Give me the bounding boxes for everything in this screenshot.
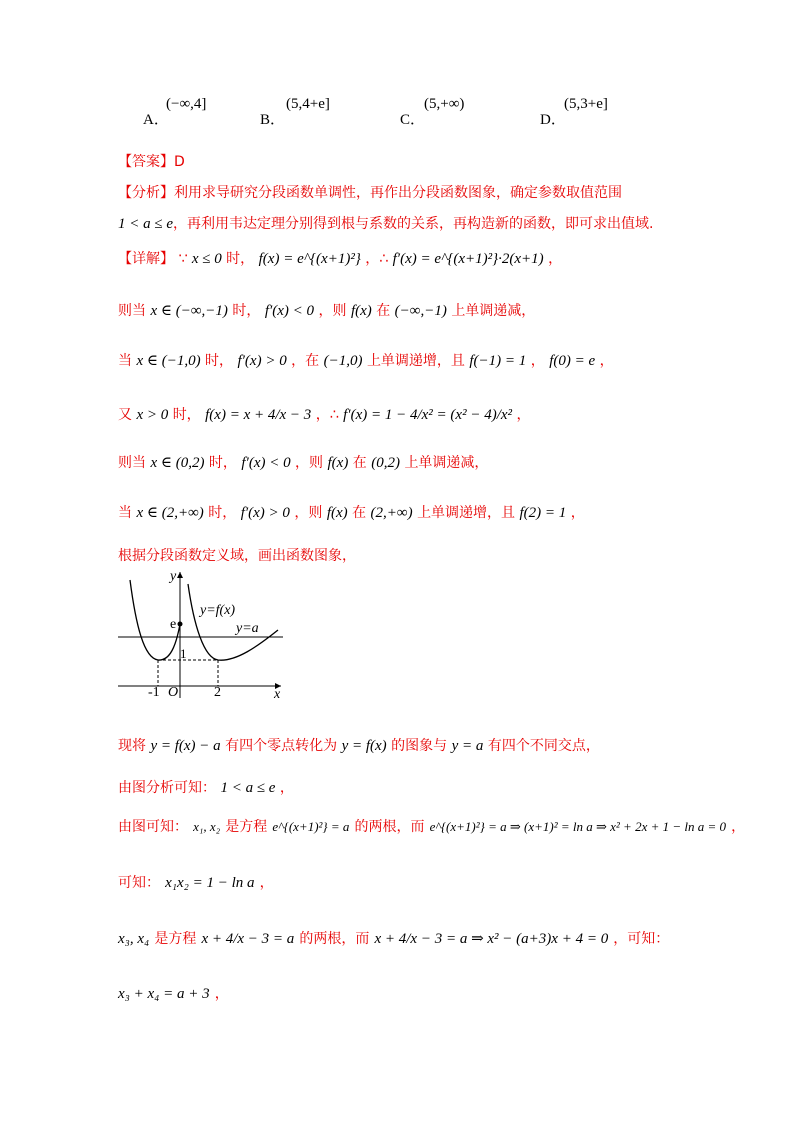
text: ，: [530, 353, 545, 369]
math: f(−1) = 1: [469, 353, 527, 369]
detail-line-6: [118, 502, 585, 522]
math: f′(x) > 0: [240, 505, 290, 521]
text: 则当: [118, 303, 146, 319]
text: 上单调递增，且: [366, 353, 465, 369]
tick-e: e: [170, 617, 177, 632]
text: ，: [599, 353, 614, 369]
math: (0,2): [371, 455, 400, 471]
line-label: y=a: [236, 621, 259, 636]
math: (−1,0): [323, 353, 363, 369]
text: ，: [214, 986, 229, 1002]
text: 的图象与: [391, 738, 448, 754]
text: 则当: [118, 455, 146, 471]
option-a-value: (−∞,4]: [166, 96, 207, 112]
analysis-line-1: [118, 182, 622, 202]
math: x > 0: [136, 407, 169, 423]
text: ，则: [294, 505, 323, 521]
answer-line: [118, 151, 185, 171]
detail-line-12: [118, 928, 669, 948]
y-axis-label: y: [170, 569, 177, 584]
math: f′(x) < 0: [264, 303, 315, 319]
text: 有四个零点转化为: [225, 738, 338, 754]
detail-line-10: [118, 816, 745, 836]
analysis-text-2: ，再利用韦达定理分别得到根与系数的关系，再构造新的函数，即可求出值域.: [173, 216, 654, 232]
detail-line-2: [118, 300, 535, 320]
text: ，∴: [315, 407, 339, 423]
text: ，: [259, 875, 274, 891]
math: f(0) = e: [549, 353, 596, 369]
text: 时，: [208, 505, 237, 521]
option-d: [540, 108, 566, 129]
text: 由图分析可知：: [118, 780, 216, 796]
text: 当: [118, 353, 132, 369]
math: e^{(x+1)²} = a: [272, 819, 350, 834]
text: ，则: [295, 455, 324, 471]
detail-tag: 【详解】: [118, 251, 174, 267]
text: 由图可知：: [118, 819, 188, 835]
math: f(x): [327, 455, 349, 471]
text: ，: [548, 251, 563, 267]
text: 时，: [172, 407, 201, 423]
option-c: [400, 108, 425, 129]
answer-tag: 【答案】: [118, 154, 174, 170]
math: x ≤ 0: [191, 251, 222, 267]
math: f(x) = x + 4/x − 3: [205, 407, 312, 423]
option-b-label: B．: [260, 112, 286, 128]
math: f(2) = 1: [519, 505, 567, 521]
math: (2,+∞): [370, 505, 413, 521]
math: y = a: [451, 738, 484, 754]
text: 可知：: [118, 875, 160, 891]
math: e^{(x+1)²} = a ⇒ (x+1)² = ln a ⇒ x² + 2x + 1 − ln a = 0: [429, 819, 727, 834]
math: y = f(x) − a: [150, 738, 221, 754]
analysis-text-1: 利用求导研究分段函数单调性，再作出分段函数图象，确定参数取值范围: [174, 185, 622, 201]
text: 的两根，而: [354, 819, 425, 835]
tick-1: 1: [180, 646, 187, 661]
text: 上单调递增，且: [417, 505, 516, 521]
option-d-label: D．: [540, 112, 566, 128]
analysis-tag: 【分析】: [118, 185, 174, 201]
option-b-value: (5,4+e]: [286, 96, 330, 112]
text: 有四个不同交点，: [487, 738, 600, 754]
option-a: [143, 108, 169, 129]
text: ，则: [318, 303, 347, 319]
tick-neg1: -1: [148, 685, 160, 700]
option-a-label: A．: [143, 112, 169, 128]
analysis-line-2: [118, 213, 653, 233]
text: 时，: [232, 303, 261, 319]
option-c-label: C．: [400, 112, 426, 128]
text: 时，: [208, 455, 237, 471]
option-c-value: (5,+∞): [424, 96, 465, 112]
text: 是方程: [154, 931, 197, 947]
text: 又: [118, 407, 132, 423]
text: 时，: [226, 251, 255, 267]
detail-line-9: [118, 777, 294, 797]
detail-line-3: [118, 350, 614, 370]
tick-2: 2: [214, 685, 221, 700]
curve-right-branch: [188, 584, 278, 660]
text: 现将: [118, 738, 146, 754]
text: 时，: [205, 353, 234, 369]
text: ，可知：: [613, 931, 670, 947]
option-d-value: (5,3+e]: [564, 96, 608, 112]
math: y = f(x): [341, 738, 387, 754]
math: x ∈ (0,2): [150, 455, 205, 471]
text: ，∴: [365, 251, 389, 267]
detail-line-8: [118, 735, 600, 755]
detail-line-4: [118, 404, 530, 424]
math: f′(x) < 0: [241, 455, 291, 471]
math: f′(x) = e^{(x+1)²}·2(x+1): [392, 251, 544, 267]
math: f′(x) > 0: [237, 353, 287, 369]
text: 是方程: [225, 819, 268, 835]
text: 的两根，而: [299, 931, 370, 947]
text: ，: [570, 505, 585, 521]
option-b: [260, 108, 285, 129]
math: x ∈ (2,+∞): [136, 505, 204, 521]
text: ，: [731, 819, 746, 835]
math: f(x): [350, 303, 372, 319]
detail-line-1: [118, 248, 562, 268]
detail-line-13: [118, 983, 229, 1003]
analysis-math-range: 1 < a ≤ e: [118, 216, 174, 232]
math: x + 4/x − 3 = a: [201, 931, 295, 947]
point-0-e: [178, 622, 183, 627]
math: (−∞,−1): [394, 303, 447, 319]
because-symbol: ∵: [178, 251, 188, 267]
math: x ∈ (−∞,−1): [150, 303, 228, 319]
math: x₃ + x₄ = a + 3: [118, 986, 210, 1002]
function-graph: [118, 566, 288, 701]
math: f′(x) = 1 − 4/x² = (x² − 4)/x²: [343, 407, 513, 423]
math: f(x) = e^{(x+1)²}: [258, 251, 361, 267]
curve-label: y=f(x): [200, 603, 236, 618]
detail-line-11: [118, 872, 274, 892]
math: x₁, x₂: [193, 819, 221, 834]
math: f(x): [326, 505, 348, 521]
math: x₁x₂ = 1 − ln a: [165, 875, 255, 891]
math: x + 4/x − 3 = a ⇒ x² − (a+3)x + 4 = 0: [374, 931, 609, 947]
text: 在: [352, 505, 367, 521]
math: x ∈ (−1,0): [136, 353, 201, 369]
text: ，: [516, 407, 531, 423]
x-axis-label: x: [274, 687, 281, 701]
answer-value: D: [174, 154, 185, 170]
origin-label: O: [168, 685, 179, 700]
text: ，: [279, 780, 294, 796]
math: x₃, x₄: [118, 931, 150, 947]
detail-line-5: [118, 452, 488, 472]
text: 当: [118, 505, 132, 521]
math: 1 < a ≤ e: [220, 780, 276, 796]
detail-line-7: 根据分段函数定义域，画出函数图象，: [118, 548, 356, 564]
text: 上单调递减，: [451, 303, 536, 319]
text: 上单调递减，: [404, 455, 489, 471]
text: 在: [352, 455, 367, 471]
text: 在: [376, 303, 391, 319]
text: ，在: [291, 353, 320, 369]
